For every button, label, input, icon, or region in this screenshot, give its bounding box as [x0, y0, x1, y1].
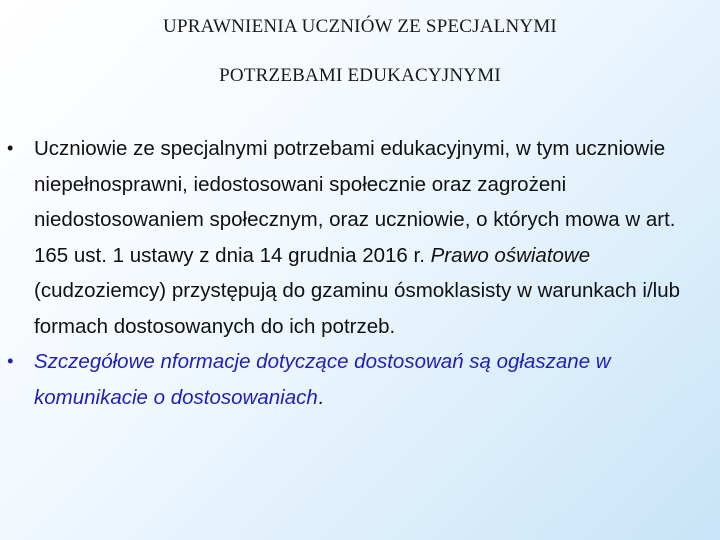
act-title-italic: Prawo oświatowe	[430, 243, 591, 267]
bullet-item-detailed-info	[0, 344, 684, 415]
title-line-2: POTRZEBAMI EDUKACYJNYMI	[219, 65, 501, 86]
bullet-text-highlighted: Szczegółowe nformacje dotyczące dostosowań są ogłaszane w komunikacie o dostosowaniach	[34, 350, 611, 409]
bullet-item-exam-rights	[0, 131, 684, 344]
slide-title	[40, 14, 680, 88]
bullet-icon: •	[7, 351, 14, 371]
title-line-1: UPRAWNIENIA UCZNIÓW ZE SPECJALNYMI	[163, 16, 557, 37]
bullet-period: .	[317, 385, 324, 409]
bullet-icon: •	[7, 138, 14, 158]
bullet-text-continued: (cudzoziemcy) przystępują do gzaminu ósmoklasisty w warunkach i/lub formach dostosowanych do ich potrzeb.	[34, 279, 681, 338]
bullet-text: Uczniowie ze specjalnymi potrzebami edukacyjnymi, w tym uczniowie niepełnosprawni, iedostosowani społecznie oraz zagrożeni niedostosowaniem społecznym, oraz uczniowie, o których mowa w art. 165 ust. 1 ustawy z dnia 14 grudnia 2016 r.	[34, 137, 676, 267]
slide-body	[0, 131, 720, 415]
bullet-list	[0, 131, 720, 415]
